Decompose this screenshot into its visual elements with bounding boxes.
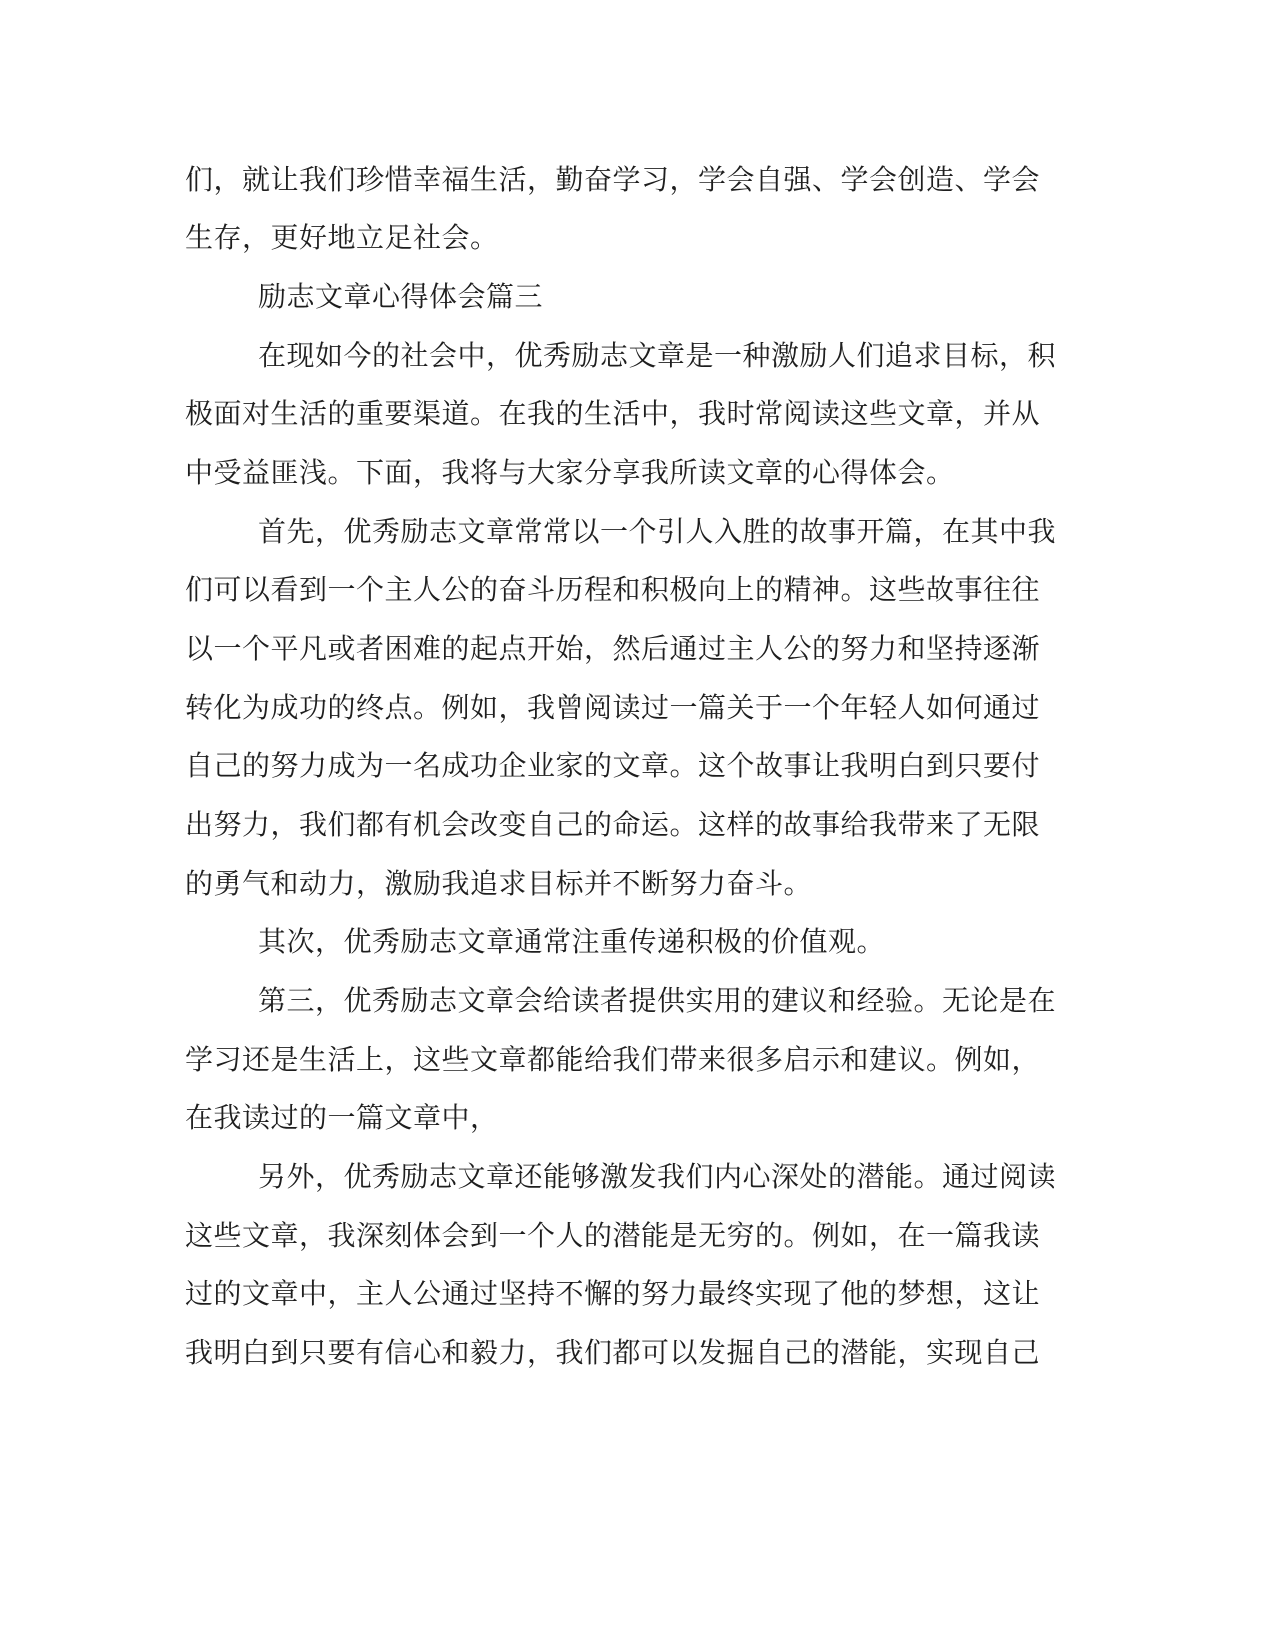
text-line: 首先，优秀励志文章常常以一个引人入胜的故事开篇，在其中我 [258, 515, 1057, 548]
text-line: 过的文章中，主人公通过坚持不懈的努力最终实现了他的梦想，这让 [185, 1277, 1041, 1310]
text-line: 转化为成功的终点。例如，我曾阅读过一篇关于一个年轻人如何通过 [185, 691, 1041, 724]
text-line: 第三，优秀励志文章会给读者提供实用的建议和经验。无论是在 [258, 984, 1057, 1017]
text-line: 学习还是生活上，这些文章都能给我们带来很多启示和建议。例如， [185, 1043, 1041, 1076]
text-line: 中受益匪浅。下面，我将与大家分享我所读文章的心得体会。 [185, 456, 955, 489]
text-line: 这些文章，我深刻体会到一个人的潜能是无穷的。例如，在一篇我读 [185, 1219, 1041, 1252]
text-line: 在现如今的社会中，优秀励志文章是一种激励人们追求目标，积 [258, 339, 1057, 372]
text-line: 们，就让我们珍惜幸福生活，勤奋学习，学会自强、学会创造、学会 [185, 163, 1041, 196]
text-line: 其次，优秀励志文章通常注重传递积极的价值观。 [258, 925, 886, 958]
text-line: 的勇气和动力，激励我追求目标并不断努力奋斗。 [185, 867, 813, 900]
text-line: 生存，更好地立足社会。 [185, 221, 499, 254]
text-line: 以一个平凡或者困难的起点开始，然后通过主人公的努力和坚持逐渐 [185, 632, 1041, 665]
text-line: 极面对生活的重要渠道。在我的生活中，我时常阅读这些文章，并从 [185, 397, 1041, 430]
section-heading: 励志文章心得体会篇三 [258, 280, 544, 313]
text-line: 自己的努力成为一名成功企业家的文章。这个故事让我明白到只要付 [185, 749, 1041, 782]
text-line: 我明白到只要有信心和毅力，我们都可以发掘自己的潜能，实现自己 [185, 1336, 1041, 1369]
text-line: 们可以看到一个主人公的奋斗历程和积极向上的精神。这些故事往往 [185, 573, 1041, 606]
text-line: 另外，优秀励志文章还能够激发我们内心深处的潜能。通过阅读 [258, 1160, 1057, 1193]
text-line: 在我读过的一篇文章中， [185, 1101, 499, 1134]
text-line: 出努力，我们都有机会改变自己的命运。这样的故事给我带来了无限 [185, 808, 1041, 841]
